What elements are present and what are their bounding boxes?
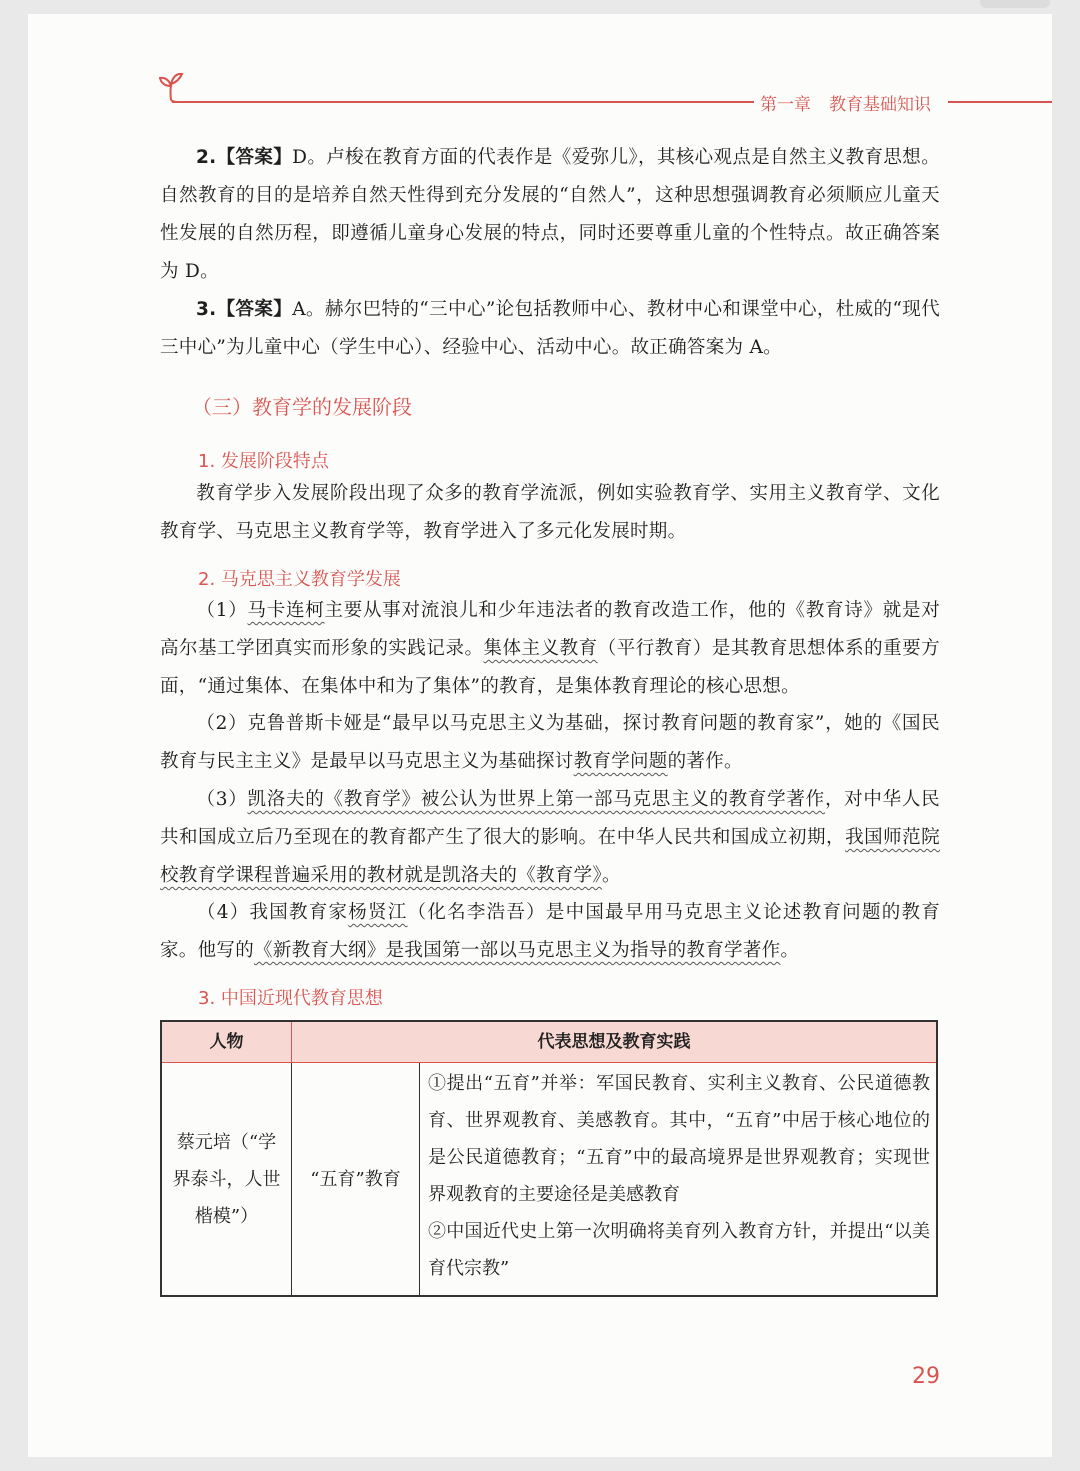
text-run: （3） bbox=[196, 789, 248, 810]
underlined-text: 杨贤江 bbox=[348, 902, 408, 923]
page-number: 29 bbox=[912, 1364, 940, 1389]
subsection-3-title: 3. 中国近现代教育思想 bbox=[198, 988, 383, 1009]
practice-item-2: ②中国近代史上第一次明确将美育列入教育方针，并提出“以美育代宗教” bbox=[428, 1221, 930, 1279]
header-rule-right bbox=[948, 101, 1052, 103]
sprout-icon bbox=[154, 70, 188, 104]
answer-number: 3. bbox=[196, 299, 217, 320]
subsection-2-title: 2. 马克思主义教育学发展 bbox=[198, 569, 401, 590]
paragraph-kairov bbox=[160, 781, 940, 895]
answer-text: D。卢梭在教育方面的代表作是《爱弥儿》，其核心观点是自然主义教育思想。自然教育的目的是培养自然天性得到充分发展的“自然人”，这种思想强调教育必须顺应儿童天性发展的自然历程，即遵循儿童身心发展的特点，同时还要尊重儿童的个性特点。故正确答案为 D。 bbox=[160, 147, 940, 282]
answer-number: 2. bbox=[196, 147, 217, 168]
text-run: （1） bbox=[196, 600, 248, 621]
underlined-text: 《新教育大纲》是我国第一部以马克思主义为指导的教育学著作 bbox=[254, 940, 781, 961]
answer-2 bbox=[160, 139, 940, 291]
text-run: 。 bbox=[780, 940, 800, 961]
text-run: ，对中华人民共和国成立后乃至现在的教育都产生了很大的影响。在中华人民共和国成立初期， bbox=[160, 789, 940, 848]
text-run: 的著作。 bbox=[667, 751, 743, 772]
header-rule-left bbox=[172, 101, 754, 103]
text-run: （4）我国教育家 bbox=[196, 902, 349, 923]
cell-thought: “五育”教育 bbox=[292, 1063, 420, 1297]
paragraph-krupskaya bbox=[160, 705, 940, 781]
text-run: 。 bbox=[601, 865, 621, 886]
underlined-text: 凯洛夫的《教育学》被公认为世界上第一部马克思主义的教育学著作 bbox=[247, 789, 825, 810]
header-practice: 代表思想及教育实践 bbox=[292, 1021, 938, 1063]
subsection-1-text bbox=[160, 475, 940, 551]
underlined-text: 集体主义教育 bbox=[483, 638, 598, 659]
chapter-number: 第一章 bbox=[760, 95, 811, 115]
answer-3 bbox=[160, 291, 940, 367]
section-heading: （三）教育学的发展阶段 bbox=[192, 395, 412, 419]
chapter-header bbox=[760, 90, 931, 115]
underlined-text: 教育学问题 bbox=[573, 751, 668, 772]
text-run: （平行教育）是其教育思想体系的重要方面，“通过集体、在集体中和为了集体”的教育，是集体教育理论的核心思想。 bbox=[160, 638, 940, 697]
cell-person: 蔡元培（“学界泰斗，人世楷模”） bbox=[161, 1063, 292, 1297]
underlined-text: 我国师范院校教育学课程普遍采用的教材就是凯洛夫的《教育学》 bbox=[160, 827, 940, 886]
text-run: （2）克鲁普斯卡娅是“最早以马克思主义为基础，探讨教育问题的教育家”，她的《国民教育与民主主义》是最早以马克思主义为基础探讨 bbox=[160, 713, 940, 772]
chapter-title: 教育基础知识 bbox=[829, 95, 931, 115]
cell-practice bbox=[420, 1063, 938, 1297]
paragraph-yang-xianjiang bbox=[160, 894, 940, 970]
table-header-row bbox=[161, 1021, 937, 1063]
answer-tag: 【答案】 bbox=[216, 299, 293, 320]
practice-item-1: ①提出“五育”并举：军国民教育、实利主义教育、公民道德教育、世界观教育、美感教育。其中，“五育”中居于核心地位的是公民道德教育；“五育”中的最高境界是世界观教育；实现世界观教育的主要途径是美感教育 bbox=[428, 1073, 930, 1205]
text-run: 主要从事对流浪儿和少年违法者的教育改造工作，他的《教育诗》就是对高尔基工学团真实而形象的实践记录。 bbox=[160, 600, 940, 659]
corner-shade bbox=[980, 0, 1050, 8]
paragraph-makarenko bbox=[160, 592, 940, 706]
education-thought-table bbox=[160, 1020, 938, 1297]
header-person: 人物 bbox=[161, 1021, 292, 1063]
text-run: （化名李浩吾）是中国最早用马克思主义论述教育问题的教育家。他写的 bbox=[160, 902, 941, 961]
underlined-text: 马卡连柯 bbox=[247, 600, 325, 621]
paragraph-text: 教育学步入发展阶段出现了众多的教育学流派，例如实验教育学、实用主义教育学、文化教育学、马克思主义教育学等，教育学进入了多元化发展时期。 bbox=[160, 483, 940, 542]
answer-text: A。赫尔巴特的“三中心”论包括教师中心、教材中心和课堂中心，杜威的“现代三中心”为儿童中心（学生中心）、经验中心、活动中心。故正确答案为 A。 bbox=[160, 299, 940, 358]
subsection-1-title: 1. 发展阶段特点 bbox=[198, 451, 329, 472]
answer-tag: 【答案】 bbox=[216, 147, 293, 168]
table-row bbox=[161, 1063, 937, 1297]
